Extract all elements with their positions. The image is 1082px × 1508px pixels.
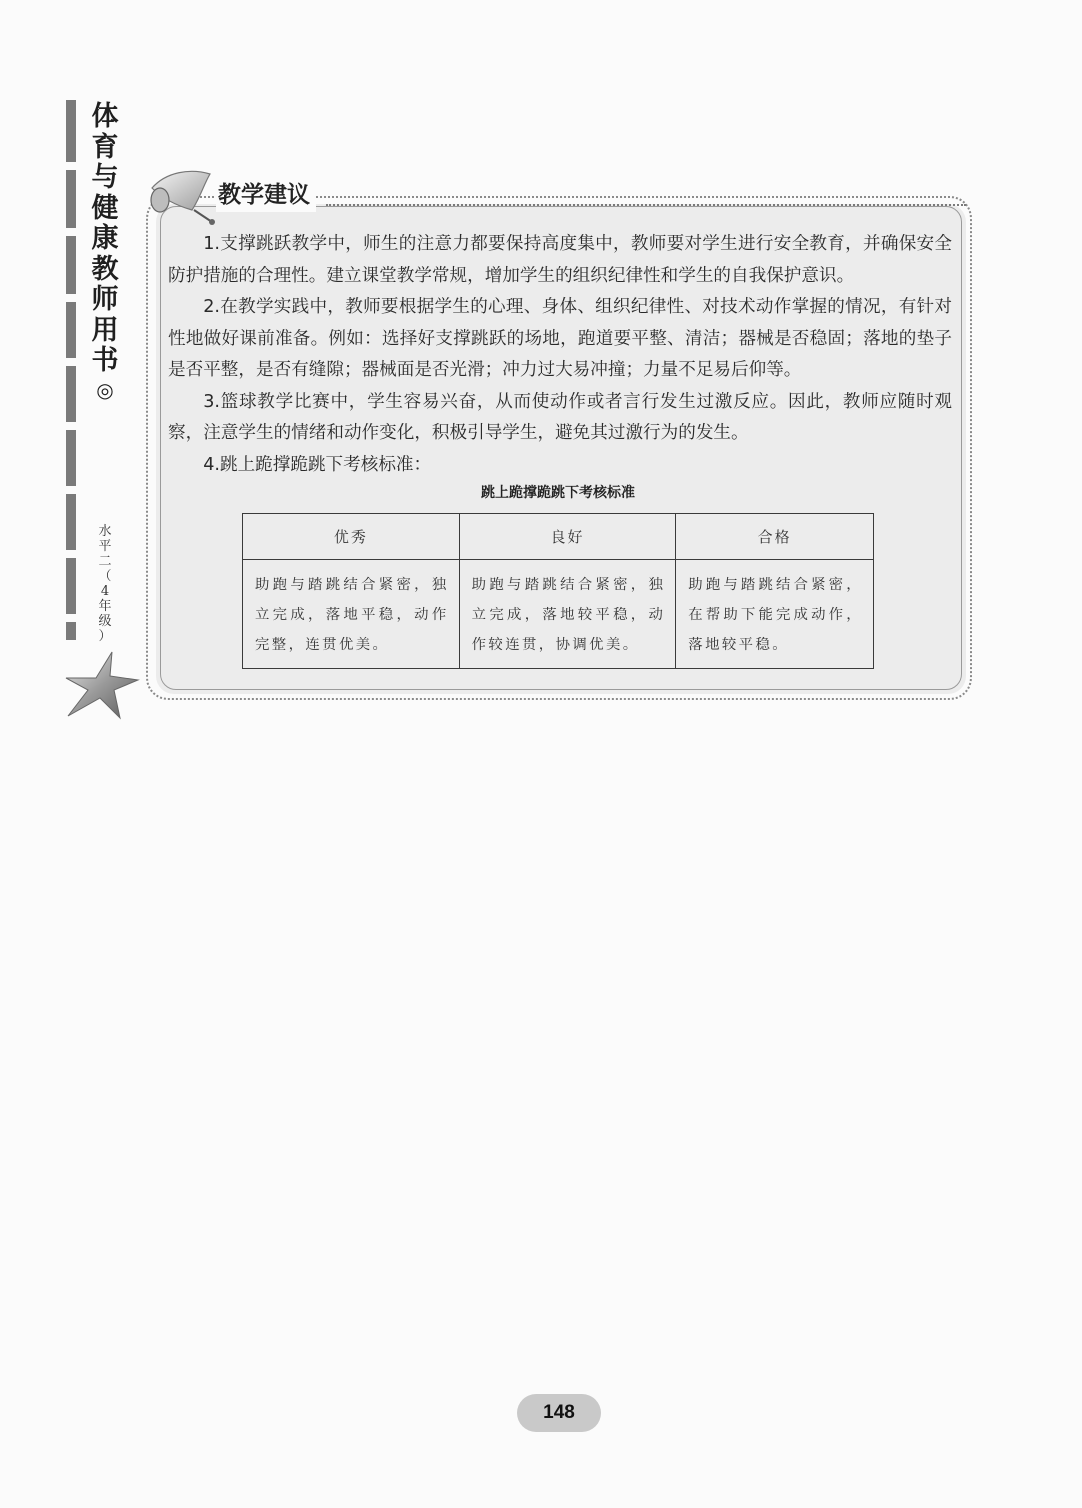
- level-char: ）: [98, 629, 112, 644]
- level-char: 年: [98, 599, 112, 614]
- suggestion-paragraph: 4.跳上跪撑跪跳下考核标准：: [203, 454, 432, 475]
- table-row: [243, 560, 874, 669]
- scroll-icon: [146, 166, 218, 230]
- level-char: 4: [100, 584, 110, 599]
- level-char: 水: [98, 524, 112, 539]
- book-title-char: 师: [91, 284, 119, 315]
- table-header-cell: 合格: [676, 514, 874, 560]
- book-title-char: 康: [91, 223, 119, 254]
- table-cell: 助跑与踏跳结合紧密，独立完成，落地较平稳，动作较连贯，协调优美。: [459, 560, 676, 669]
- book-title-char: 用: [91, 314, 119, 346]
- book-title-char: 教: [91, 253, 119, 285]
- book-title-char: 育: [91, 131, 119, 163]
- table-cell: 助跑与踏跳结合紧密，独立完成，落地平稳，动作完整，连贯优美。: [243, 560, 460, 669]
- heading-dotted-rule: [326, 204, 966, 206]
- table-header-cell: 优秀: [243, 514, 460, 560]
- section-heading: 教学建议: [216, 178, 316, 212]
- book-title-char: 健: [91, 192, 119, 224]
- book-title-char: 与: [91, 162, 119, 193]
- suggestions-body: [168, 229, 952, 481]
- book-title-char: 体: [91, 101, 119, 132]
- side-band: [66, 100, 80, 640]
- table-header-row: [243, 514, 874, 560]
- title-mark: ◎: [96, 377, 114, 402]
- level-char: 二: [98, 554, 112, 569]
- table-header-cell: 良好: [459, 514, 676, 560]
- book-title: [88, 102, 122, 403]
- grade-level-label: [94, 524, 116, 644]
- suggestion-paragraph: 1.支撑跳跃教学中，师生的注意力都要保持高度集中，教师要对学生进行安全教育，并确保安全防护措施的合理性。建立课堂教学常规，增加学生的组织纪律性和学生的自我保护意识。: [168, 234, 952, 286]
- star-icon: [64, 650, 140, 720]
- book-title-char: 书: [91, 345, 119, 376]
- level-char: （: [98, 569, 112, 584]
- assessment-standards-table: [242, 513, 874, 669]
- suggestion-paragraph: 3.篮球教学比赛中，学生容易兴奋，从而使动作或者言行发生过激反应。因此，教师应随时观察，注意学生的情绪和动作变化，积极引导学生，避免其过激行为的发生。: [168, 391, 952, 443]
- level-char: 级: [98, 614, 112, 629]
- table-caption: 跳上跪撑跪跳下考核标准: [481, 485, 635, 501]
- level-char: 平: [98, 539, 112, 554]
- table-cell: 助跑与踏跳结合紧密，在帮助下能完成动作，落地较平稳。: [676, 560, 874, 669]
- suggestion-paragraph: 2.在教学实践中，教师要根据学生的心理、身体、组织纪律性、对技术动作掌握的情况，有针对性地做好课前准备。例如：选择好支撑跳跃的场地，跑道要平整、清洁；器械是否稳固；落地的垫子是否平整，是否有缝隙；器械面是否光滑；冲力过大易冲撞；力量不足易后仰等。: [168, 297, 952, 380]
- page-number: 148: [543, 1402, 575, 1423]
